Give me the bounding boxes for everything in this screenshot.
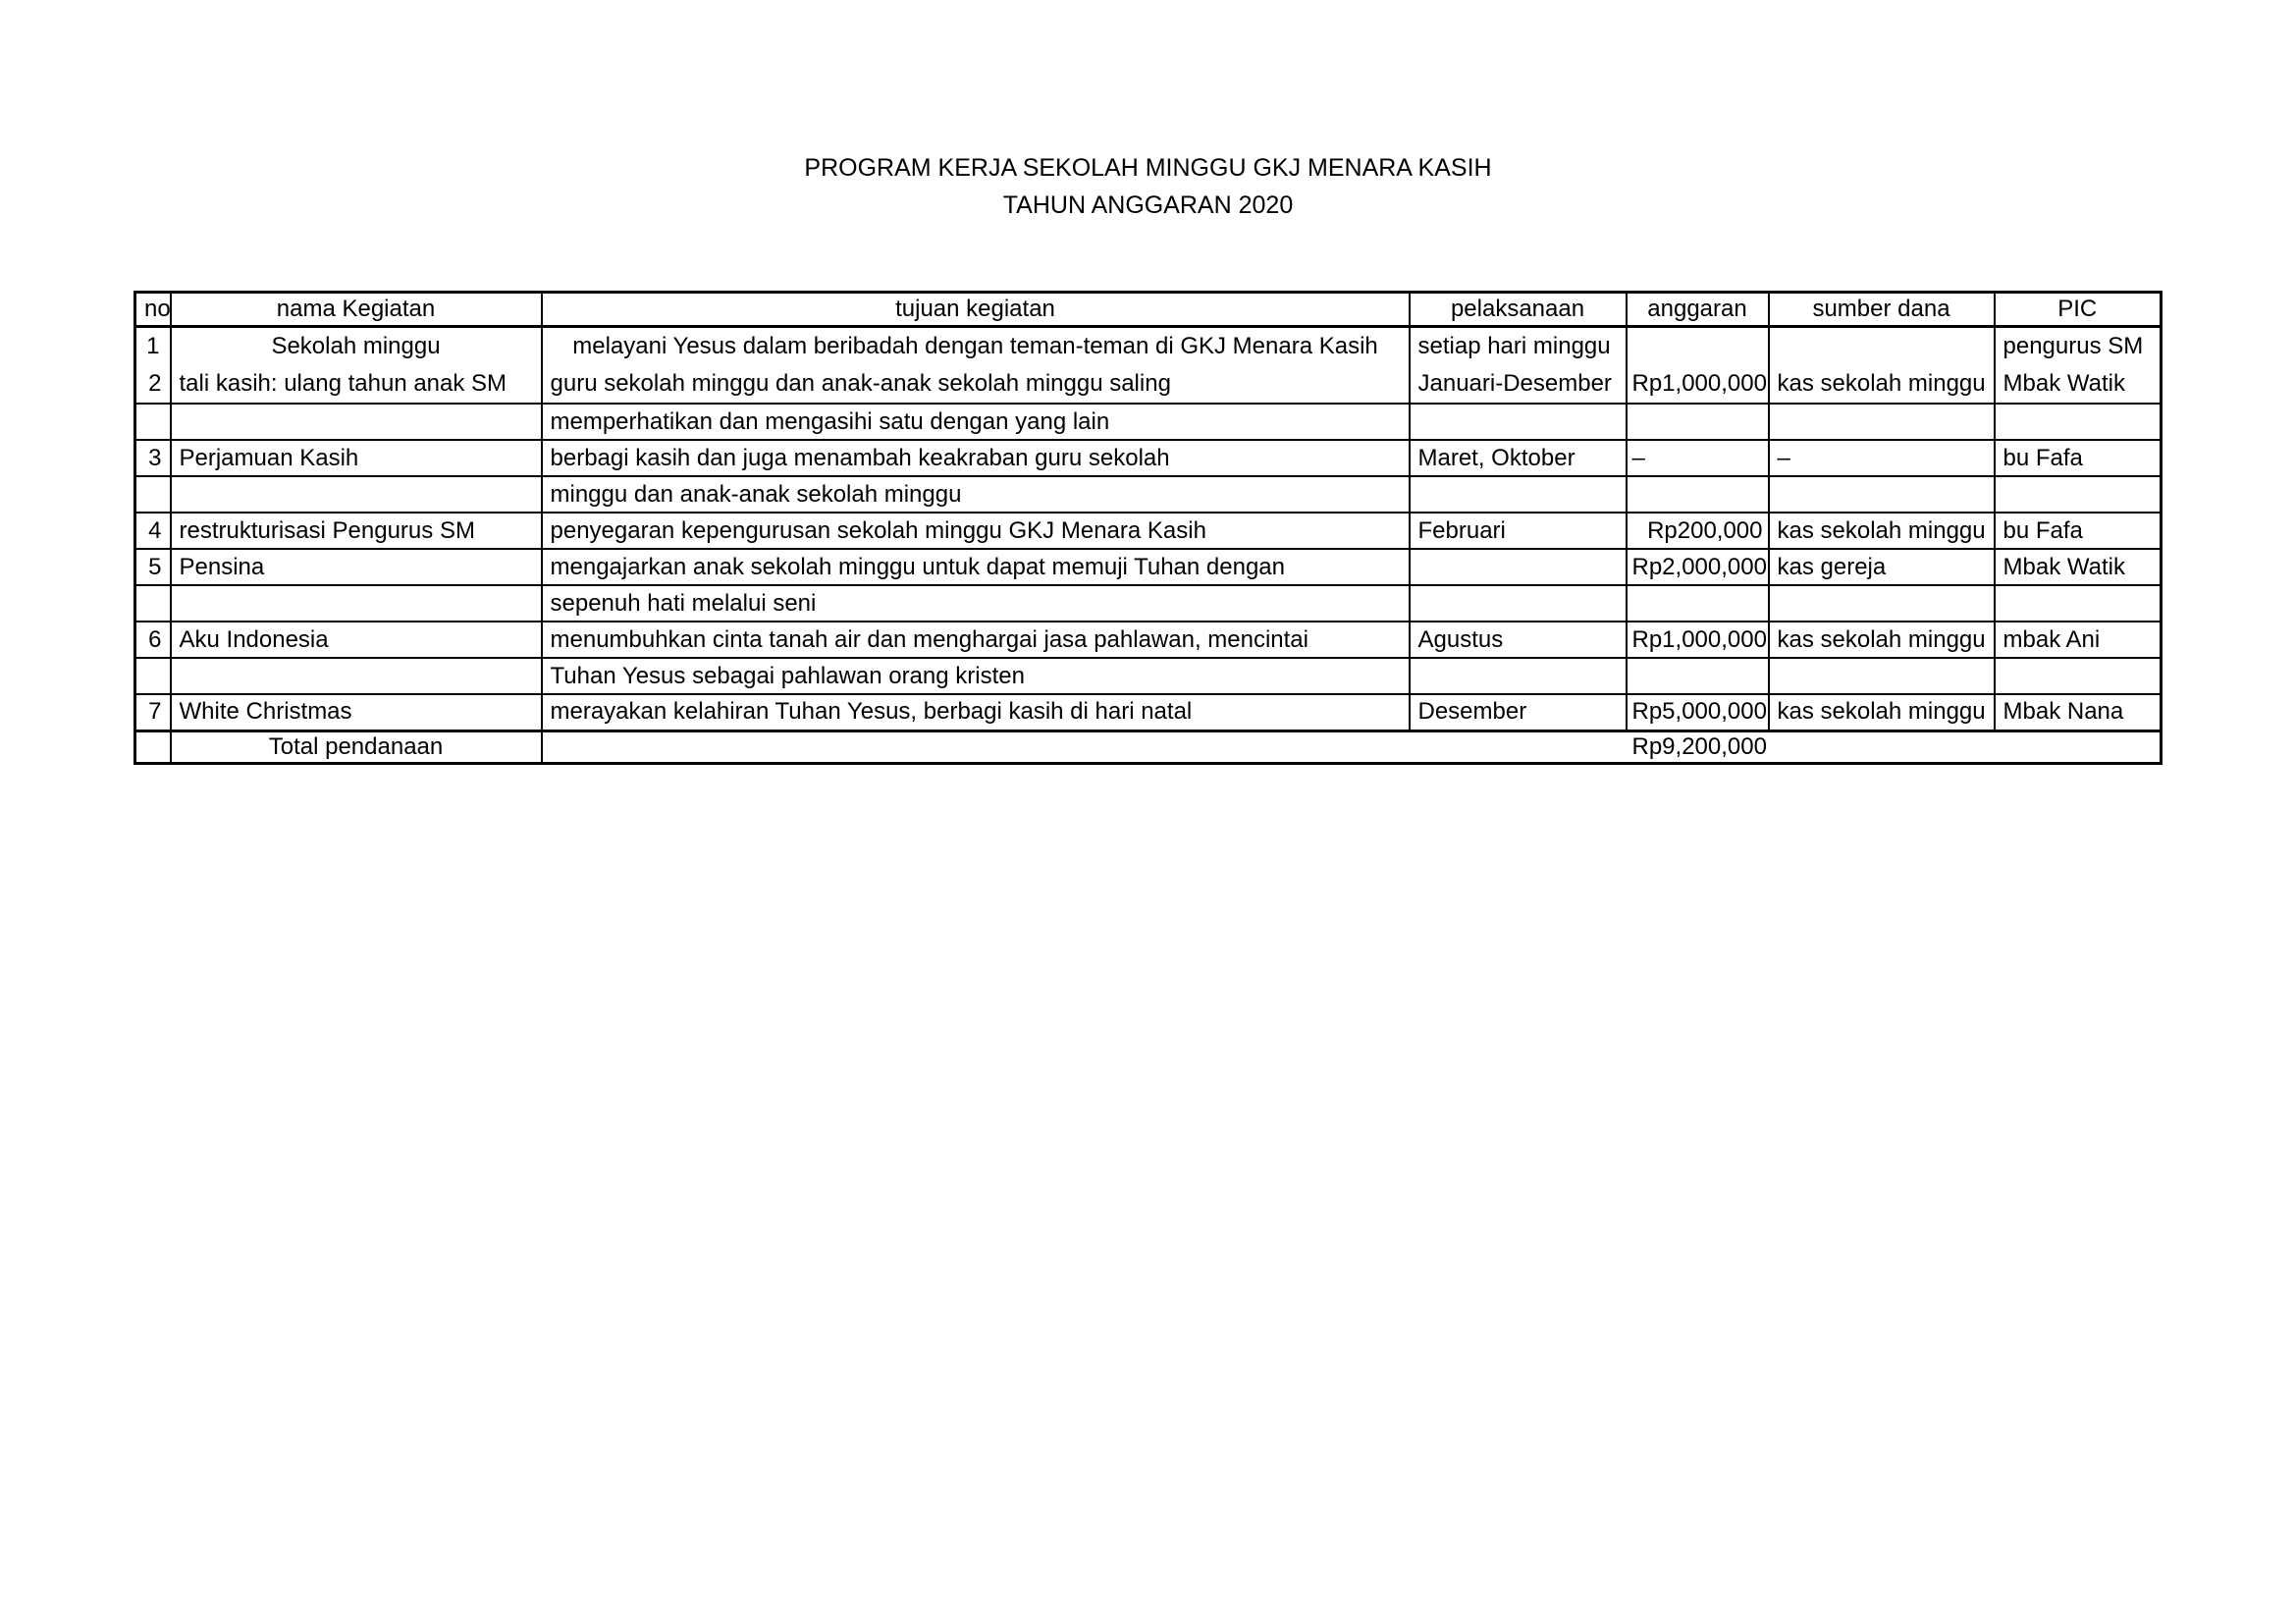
pic-cell	[1995, 658, 2162, 694]
tujuan-cell: sepenuh hati melalui seni	[542, 585, 1410, 622]
pelaksanaan-cell	[1410, 476, 1627, 513]
no-cell: 7	[135, 694, 171, 730]
pic-cell: bu Fafa	[1995, 440, 2162, 476]
nama-cell: Pensina	[171, 549, 542, 585]
pelaksanaan-cell: Agustus	[1410, 622, 1627, 658]
anggaran-cell: Rp2,000,000	[1627, 549, 1769, 585]
nama-cell	[171, 585, 542, 622]
anggaran-cell	[1627, 476, 1769, 513]
nama-cell: Sekolah minggu tali kasih: ulang tahun anak SM	[171, 327, 542, 405]
sumber-dana-cell	[1769, 476, 1995, 513]
header-pic: PIC	[1995, 293, 2162, 327]
total-label: Total pendanaan	[171, 730, 542, 763]
nama-cell	[171, 476, 542, 513]
anggaran-cell	[1627, 404, 1769, 440]
tujuan-cell: merayakan kelahiran Tuhan Yesus, berbagi kasih di hari natal	[542, 694, 1410, 730]
pelaksanaan-cell: setiap hari minggu Januari-Desember	[1410, 327, 1627, 405]
sumber-dana-cell	[1769, 658, 1995, 694]
pic-cell: mbak Ani	[1995, 622, 2162, 658]
sumber-dana-cell	[1769, 585, 1995, 622]
sumber-dana-cell: kas sekolah minggu	[1769, 622, 1995, 658]
table-row	[135, 622, 2162, 658]
tujuan-cell: minggu dan anak-anak sekolah minggu	[542, 476, 1410, 513]
no-cell	[135, 730, 171, 763]
pic-cell: bu Fafa	[1995, 513, 2162, 549]
table-row	[135, 585, 2162, 622]
tujuan-cell: mengajarkan anak sekolah minggu untuk dapat memuji Tuhan dengan	[542, 549, 1410, 585]
total-row	[135, 730, 2162, 763]
nama-cell	[171, 404, 542, 440]
nama-cell	[171, 658, 542, 694]
pic-cell	[1995, 585, 2162, 622]
sumber-dana-cell: kas sekolah minggu	[1769, 694, 1995, 730]
header-anggaran: anggaran	[1627, 293, 1769, 327]
nama-cell: White Christmas	[171, 694, 542, 730]
tujuan-cell: memperhatikan dan mengasihi satu dengan yang lain	[542, 404, 1410, 440]
anggaran-cell: Rp200,000	[1627, 513, 1769, 549]
no-cell	[135, 404, 171, 440]
pic-cell: Mbak Nana	[1995, 694, 2162, 730]
pelaksanaan-cell	[1410, 549, 1627, 585]
tujuan-cell: Tuhan Yesus sebagai pahlawan orang kristen	[542, 658, 1410, 694]
pelaksanaan-cell: Februari	[1410, 513, 1627, 549]
pelaksanaan-cell	[1410, 585, 1627, 622]
table-row	[135, 404, 2162, 440]
pic-cell: pengurus SM Mbak Watik	[1995, 327, 2162, 405]
title-block	[0, 149, 2296, 224]
tujuan-cell: menumbuhkan cinta tanah air dan menghargai jasa pahlawan, mencintai	[542, 622, 1410, 658]
table-row	[135, 549, 2162, 585]
anggaran-cell	[1627, 585, 1769, 622]
anggaran-cell: Rp1,000,000	[1627, 327, 1769, 405]
no-cell	[135, 658, 171, 694]
table-row	[135, 476, 2162, 513]
no-cell: 3	[135, 440, 171, 476]
table-row-1-2	[135, 327, 2162, 405]
pic-cell	[1995, 404, 2162, 440]
no-cell: 1 2	[135, 327, 171, 405]
header-tujuan-kegiatan: tujuan kegiatan	[542, 293, 1410, 327]
pelaksanaan-cell: Maret, Oktober	[1410, 440, 1627, 476]
nama-cell: restrukturisasi Pengurus SM	[171, 513, 542, 549]
header-nama-kegiatan: nama Kegiatan	[171, 293, 542, 327]
program-kerja-table	[133, 291, 2163, 765]
no-cell	[135, 476, 171, 513]
no-cell: 6	[135, 622, 171, 658]
page-subtitle: TAHUN ANGGARAN 2020	[1002, 191, 1294, 219]
tujuan-cell: berbagi kasih dan juga menambah keakraban guru sekolah	[542, 440, 1410, 476]
sumber-dana-cell	[1769, 404, 1995, 440]
nama-cell: Perjamuan Kasih	[171, 440, 542, 476]
total-amount-cell	[542, 730, 2162, 763]
header-row	[135, 293, 2162, 327]
no-cell: 4	[135, 513, 171, 549]
pelaksanaan-cell	[1410, 658, 1627, 694]
tujuan-cell: penyegaran kepengurusan sekolah minggu GKJ Menara Kasih	[542, 513, 1410, 549]
table-row	[135, 694, 2162, 730]
anggaran-cell: Rp5,000,000	[1627, 694, 1769, 730]
pic-cell	[1995, 476, 2162, 513]
sumber-dana-cell: kas sekolah minggu	[1769, 327, 1995, 405]
table-row	[135, 658, 2162, 694]
sumber-dana-cell: –	[1769, 440, 1995, 476]
no-cell: 5	[135, 549, 171, 585]
sumber-dana-cell: kas gereja	[1769, 549, 1995, 585]
pelaksanaan-cell: Desember	[1410, 694, 1627, 730]
total-amount: Rp9,200,000	[1631, 732, 1767, 760]
page-title: PROGRAM KERJA SEKOLAH MINGGU GKJ MENARA KASIH	[804, 154, 1492, 182]
header-sumber-dana: sumber dana	[1769, 293, 1995, 327]
nama-cell: Aku Indonesia	[171, 622, 542, 658]
pic-cell: Mbak Watik	[1995, 549, 2162, 585]
tujuan-cell: melayani Yesus dalam beribadah dengan teman-teman di GKJ Menara Kasih guru sekolah minggu dan anak-anak sekolah minggu saling	[542, 327, 1410, 405]
table-row	[135, 513, 2162, 549]
pelaksanaan-cell	[1410, 404, 1627, 440]
sumber-dana-cell: kas sekolah minggu	[1769, 513, 1995, 549]
no-cell	[135, 585, 171, 622]
anggaran-cell: Rp1,000,000	[1627, 622, 1769, 658]
anggaran-cell: –	[1627, 440, 1769, 476]
table-row	[135, 440, 2162, 476]
header-pelaksanaan: pelaksanaan	[1410, 293, 1627, 327]
header-no: no	[135, 293, 171, 327]
anggaran-cell	[1627, 658, 1769, 694]
